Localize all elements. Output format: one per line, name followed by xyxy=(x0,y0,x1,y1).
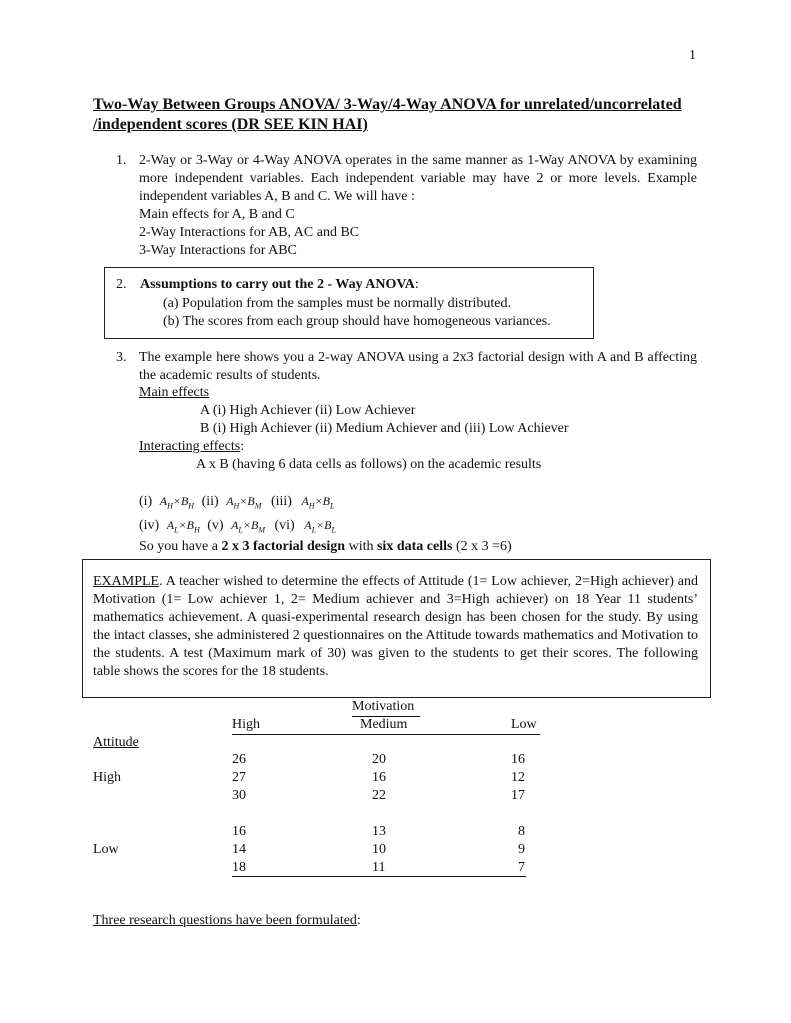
table-bottom-underline xyxy=(232,876,526,877)
item2-assumption-b: (b) The scores from each group should have homogeneous variances. xyxy=(163,314,551,329)
item1-number: 1. xyxy=(116,153,127,168)
table-cell: 10 xyxy=(372,842,386,857)
item2-number: 2. xyxy=(116,277,127,292)
example-paragraph xyxy=(93,573,698,681)
research-questions-line xyxy=(93,913,361,929)
axb-line: A x B (having 6 data cells as follows) on the academic results xyxy=(196,457,542,472)
table-cell: 12 xyxy=(511,770,525,785)
item2-heading: Assumptions to carry out the 2 - Way ANOVA xyxy=(140,277,415,292)
cell-label: (iv) xyxy=(139,518,160,533)
table-cell: 8 xyxy=(518,824,525,839)
item1-two-way: 2-Way Interactions for AB, AC and BC xyxy=(139,225,360,240)
item1-main-effects: Main effects for A, B and C xyxy=(139,207,295,222)
table-cell: 26 xyxy=(232,752,246,767)
motivation-header: Motivation xyxy=(352,699,415,714)
table-cell: 16 xyxy=(232,824,246,839)
cell-label: (iii) xyxy=(270,494,292,509)
item1-three-way: 3-Way Interactions for ABC xyxy=(139,243,297,258)
page-number: 1 xyxy=(689,48,696,63)
cell-label: (vi) xyxy=(274,518,295,533)
item3-number: 3. xyxy=(116,350,127,365)
row-label-low: Low xyxy=(93,842,119,857)
table-cell: 30 xyxy=(232,788,246,803)
a-levels: A (i) High Achiever (ii) Low Achiever xyxy=(200,403,416,418)
research-questions-colon: : xyxy=(356,913,361,928)
document-title: Two-Way Between Groups ANOVA/ 3-Way/4-Way ANOVA for unrelated/uncorrelated /independent scores (DR SEE KIN HAI) xyxy=(93,96,682,133)
cell-notation: $A_H\times B_L$ xyxy=(301,494,335,511)
cell-row-2 xyxy=(139,518,336,534)
row-label-high: High xyxy=(93,770,121,785)
interacting-line xyxy=(139,439,244,455)
b-levels: B (i) High Achiever (ii) Medium Achiever and (iii) Low Achiever xyxy=(200,421,569,436)
cell-label: (ii) xyxy=(201,494,219,509)
table-cell: 18 xyxy=(232,860,246,875)
table-cell: 27 xyxy=(232,770,246,785)
assumptions-box xyxy=(104,267,594,339)
table-cell: 11 xyxy=(372,860,386,875)
research-questions-label: Three research questions have been formulated xyxy=(93,913,357,928)
example-label: EXAMPLE xyxy=(93,574,160,589)
item2-colon: : xyxy=(414,277,419,292)
attitude-header: Attitude xyxy=(93,735,139,750)
item3-text: The example here shows you a 2-way ANOVA using a 2x3 factorial design with A and B affecting the academic results of students. xyxy=(139,350,697,383)
table-cell: 13 xyxy=(372,824,386,839)
table-cell: 22 xyxy=(372,788,386,803)
table-cell: 9 xyxy=(518,842,525,857)
item1-block xyxy=(139,152,697,260)
example-box xyxy=(82,559,711,698)
table-cell: 14 xyxy=(232,842,246,857)
table-cell: 16 xyxy=(511,752,525,767)
cell-notation: $A_H\times B_H$ xyxy=(159,494,195,511)
cell-notation: $A_H\times B_M$ xyxy=(226,494,262,511)
cell-notation: $A_L\times B_H$ xyxy=(166,518,200,535)
table-cell: 17 xyxy=(511,788,525,803)
cell-notation: $A_L\times B_L$ xyxy=(304,518,336,535)
cell-notation: $A_L\times B_M$ xyxy=(231,518,265,535)
cell-label: (v) xyxy=(207,518,224,533)
column-header-low: Low xyxy=(511,717,537,732)
interacting-label: Interacting effects xyxy=(139,439,241,454)
item1-text: 2-Way or 3-Way or 4-Way ANOVA operates in the same manner as 1-Way ANOVA by examining more independent variables. Each independent variable may have 2 or more levels. Example independent variables A, B and C. We will have : xyxy=(139,153,697,204)
table-cell: 20 xyxy=(372,752,386,767)
factorial-summary: So you have a 2 x 3 factorial design with six data cells (2 x 3 =6) xyxy=(139,539,512,554)
main-effects-label: Main effects xyxy=(139,385,210,400)
interacting-colon: : xyxy=(240,439,245,454)
item2-assumption-a: (a) Population from the samples must be normally distributed. xyxy=(163,296,511,311)
table-cell: 16 xyxy=(372,770,386,785)
item2-heading-line xyxy=(140,277,419,293)
column-header-medium: Medium xyxy=(360,717,408,732)
cell-row-1 xyxy=(139,494,334,510)
table-cell: 7 xyxy=(518,860,525,875)
header-underline xyxy=(232,734,540,735)
cell-label: (i) xyxy=(139,494,153,509)
column-header-high: High xyxy=(232,717,260,732)
example-text: . A teacher wished to determine the effects of Attitude (1= Low achiever, 2=High achiever) and Motivation (1= Low achiever 1, 2= Medium achiever and 3=High achiever) on 18 Year 11 students’ mathematics achievement. A quasi-experimental research design has been chosen for the study. By using the intact classes, she administered 2 questionnaires on the Attitude towards mathematics and Motivation to the students. A test (Maximum mark of 30) was given to the students to get their scores. The following table shows the scores for the 18 students. xyxy=(93,574,698,679)
